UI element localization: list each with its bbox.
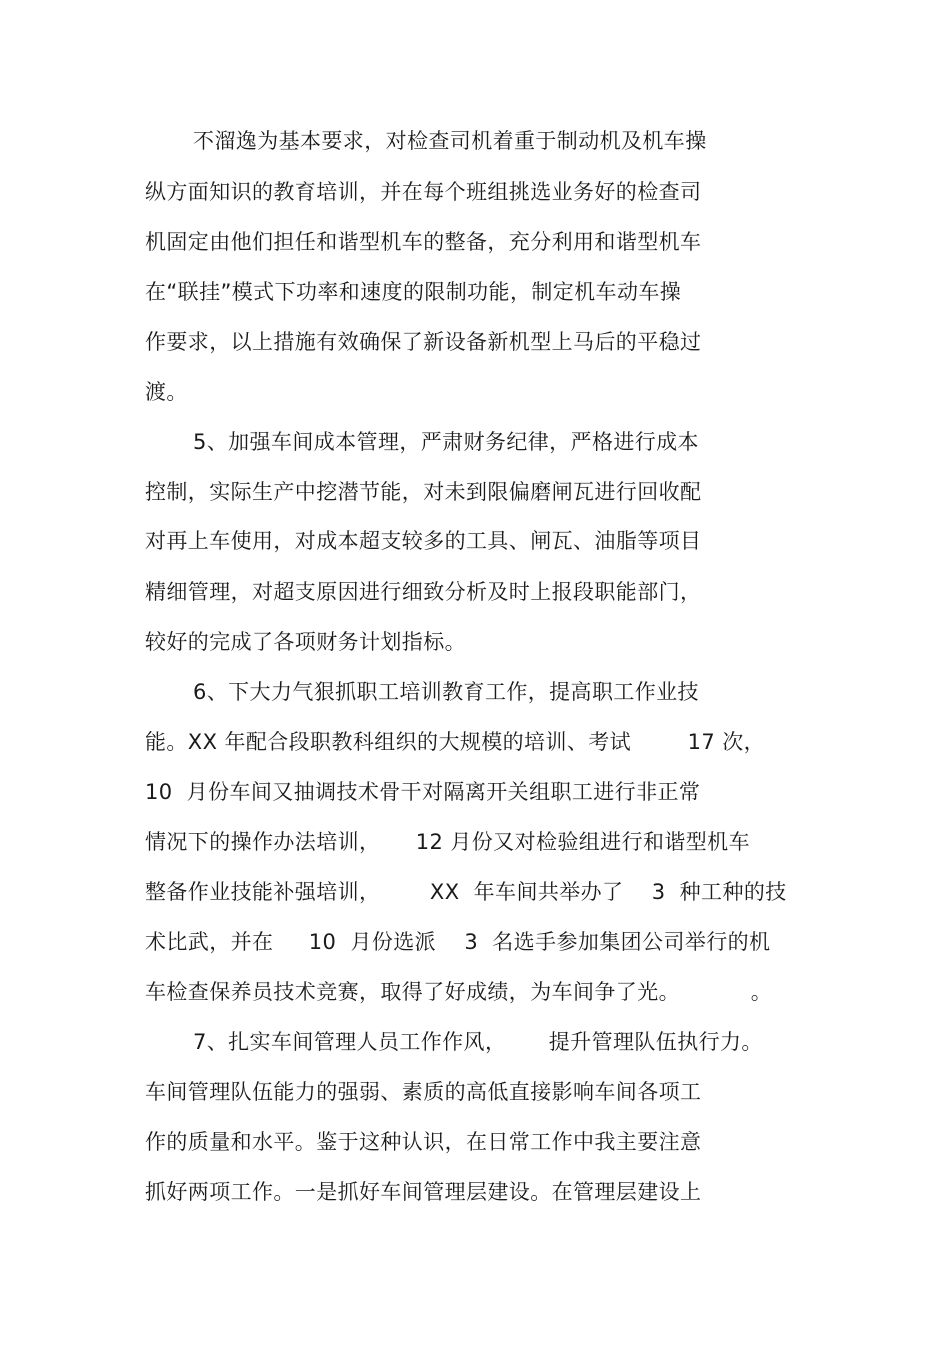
text-line: 车间管理队伍能力的强弱、素质的高低直接影响车间各项工	[145, 1080, 702, 1104]
text-line: 对再上车使用，对成本超支较多的工具、闸瓦、油脂等项目	[145, 529, 702, 553]
text-line: 整备作业技能补强培训， XX 年车间共举办了 3 种工种的技	[145, 880, 787, 904]
text-line: 能。XX 年配合段职教科组织的大规模的培训、考试 17 次，	[145, 730, 766, 754]
text-line: 术比武，并在 10 月份选派 3 名选手参加集团公司举行的机	[145, 930, 771, 954]
text-line: 较好的完成了各项财务计划指标。	[145, 630, 466, 654]
text-line: 5、加强车间成本管理，严肃财务纪律，严格进行成本	[193, 430, 699, 454]
text-line: 作的质量和水平。鉴于这种认识，在日常工作中我主要注意	[145, 1130, 702, 1154]
text-line: 情况下的操作办法培训， 12 月份又对检验组进行和谐型机车	[145, 830, 750, 854]
text-line: 机固定由他们担任和谐型机车的整备，充分利用和谐型机车	[145, 230, 702, 254]
text-line: 10 月份车间又抽调技术骨干对隔离开关组职工进行非正常	[145, 780, 701, 804]
text-line: 抓好两项工作。一是抓好车间管理层建设。在管理层建设上	[145, 1180, 702, 1204]
text-line: 6、下大力气狠抓职工培训教育工作，提高职工作业技	[193, 680, 699, 704]
text-line: 精细管理，对超支原因进行细致分析及时上报段职能部门，	[145, 580, 702, 604]
text-line: 控制，实际生产中挖潜节能，对未到限偏磨闸瓦进行回收配	[145, 480, 702, 504]
text-line: 作要求，以上措施有效确保了新设备新机型上马后的平稳过	[145, 330, 702, 354]
text-line: 纵方面知识的教育培训，并在每个班组挑选业务好的检查司	[145, 180, 702, 204]
text-line: 车检查保养员技术竞赛，取得了好成绩，为车间争了光。 。	[145, 980, 773, 1004]
text-line: 不溜逸为基本要求，对检查司机着重于制动机及机车操	[193, 129, 707, 153]
text-line: 在“联挂”模式下功率和速度的限制功能，制定机车动车操	[145, 280, 682, 304]
text-line: 渡。	[145, 380, 188, 404]
text-line: 7、扎实车间管理人员工作作风， 提升管理队伍执行力。	[193, 1030, 763, 1054]
